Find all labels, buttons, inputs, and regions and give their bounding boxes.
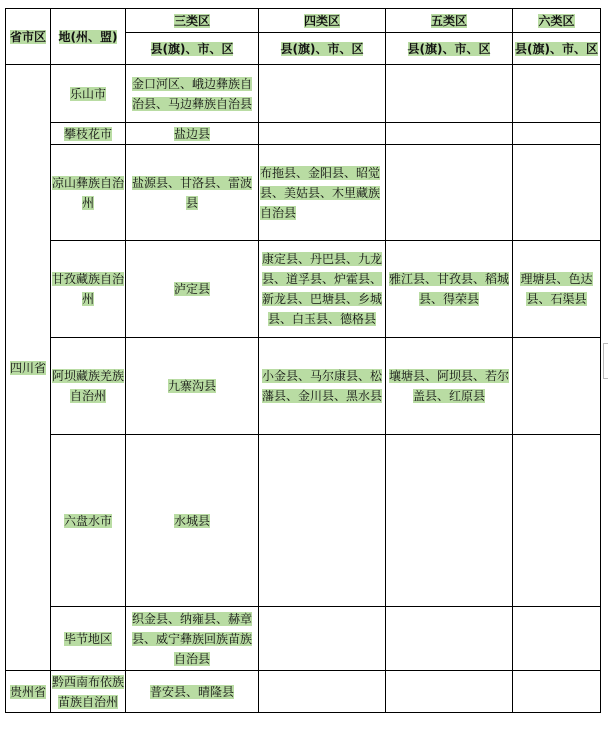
region-cell: 阿坝藏族羌族自治州 <box>51 338 126 435</box>
header-sub6: 县(旗)、市、区 <box>513 33 601 65</box>
header-sub4: 县(旗)、市、区 <box>259 33 386 65</box>
classification-table <box>5 8 601 713</box>
table-row <box>6 671 601 713</box>
province-cell: 贵州省 <box>6 671 51 713</box>
province-cell: 四川省 <box>6 65 51 671</box>
class6-cell <box>513 671 601 713</box>
class3-cell: 九寨沟县 <box>126 338 259 435</box>
table-row <box>6 145 601 241</box>
class5-cell: 壤塘县、阿坝县、若尔盖县、红原县 <box>386 338 513 435</box>
class3-cell: 织金县、纳雍县、赫章县、威宁彝族回族苗族自治县 <box>126 607 259 671</box>
header-class6: 六类区 <box>513 9 601 33</box>
class4-cell: 小金县、马尔康县、松藩县、金川县、黑水县 <box>259 338 386 435</box>
class4-cell: 布拖县、金阳县、昭觉县、美姑县、木里藏族自治县 <box>259 145 386 241</box>
table-row <box>6 435 601 607</box>
region-cell: 黔西南布依族苗族自治州 <box>51 671 126 713</box>
region-cell: 六盘水市 <box>51 435 126 607</box>
header-province: 省市区 <box>6 9 51 65</box>
class4-cell <box>259 123 386 145</box>
header-class4: 四类区 <box>259 9 386 33</box>
region-cell: 毕节地区 <box>51 607 126 671</box>
class6-cell <box>513 123 601 145</box>
class6-cell: 理塘县、色达县、石渠县 <box>513 241 601 338</box>
region-cell: 乐山市 <box>51 65 126 123</box>
header-region: 地(州、盟) <box>51 9 126 65</box>
table-row <box>6 65 601 123</box>
class6-cell <box>513 145 601 241</box>
class6-cell <box>513 435 601 607</box>
header-sub3: 县(旗)、市、区 <box>126 33 259 65</box>
class5-cell <box>386 65 513 123</box>
class4-cell: 康定县、丹巴县、九龙县、道孚县、炉霍县、新龙县、巴塘县、乡城县、白玉县、德格县 <box>259 241 386 338</box>
class6-cell <box>513 607 601 671</box>
region-cell: 凉山彝族自治州 <box>51 145 126 241</box>
class4-cell <box>259 671 386 713</box>
class5-cell <box>386 607 513 671</box>
class4-cell <box>259 607 386 671</box>
region-cell: 攀枝花市 <box>51 123 126 145</box>
class5-cell <box>386 123 513 145</box>
class5-cell: 雅江县、甘孜县、稻城县、得荣县 <box>386 241 513 338</box>
header-sub5: 县(旗)、市、区 <box>386 33 513 65</box>
header-class5: 五类区 <box>386 9 513 33</box>
class6-cell <box>513 65 601 123</box>
class6-cell <box>513 338 601 435</box>
table-row <box>6 123 601 145</box>
class3-cell: 盐源县、甘洛县、雷波县 <box>126 145 259 241</box>
class3-cell: 泸定县 <box>126 241 259 338</box>
class4-cell <box>259 435 386 607</box>
class3-cell: 金口河区、峨边彝族自治县、马边彝族自治县 <box>126 65 259 123</box>
scroll-edge-marker <box>603 343 608 379</box>
region-cell: 甘孜藏族自治州 <box>51 241 126 338</box>
table-row <box>6 241 601 338</box>
table-row <box>6 338 601 435</box>
table-row <box>6 607 601 671</box>
class4-cell <box>259 65 386 123</box>
class3-cell: 普安县、晴隆县 <box>126 671 259 713</box>
class5-cell <box>386 671 513 713</box>
class3-cell: 盐边县 <box>126 123 259 145</box>
header-class3: 三类区 <box>126 9 259 33</box>
class5-cell <box>386 145 513 241</box>
class5-cell <box>386 435 513 607</box>
class3-cell: 水城县 <box>126 435 259 607</box>
